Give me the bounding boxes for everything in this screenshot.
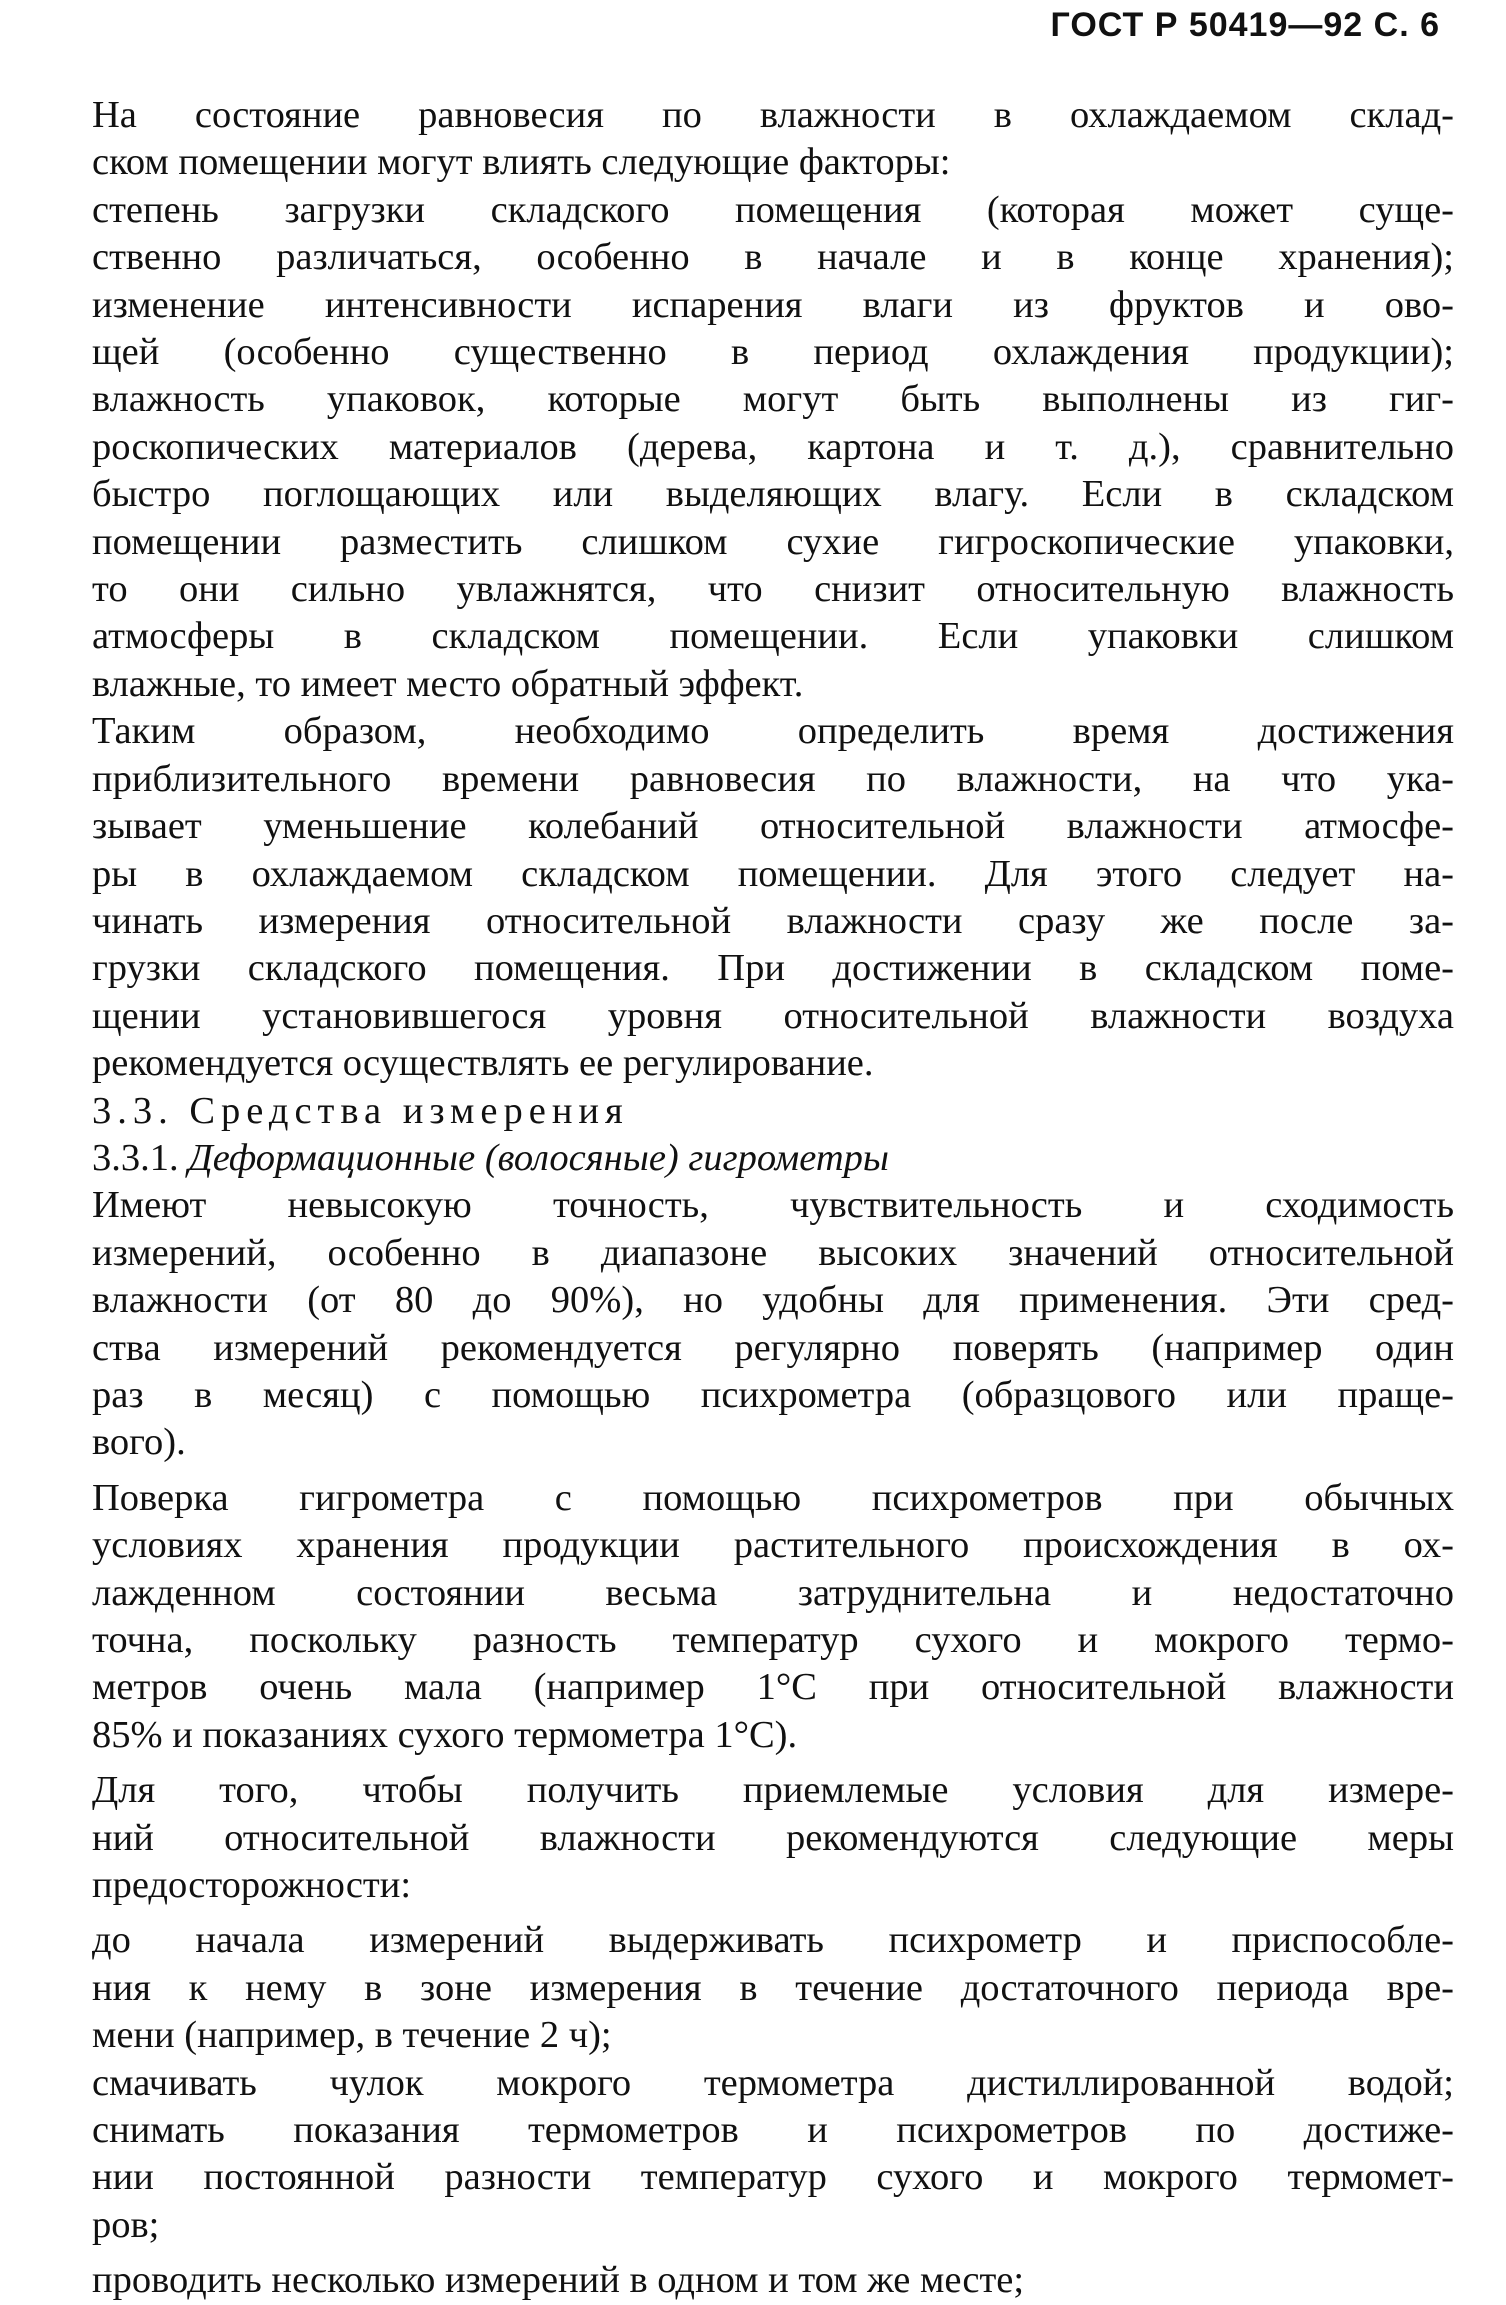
paragraph (92, 708, 1454, 1087)
text-line: зывает уменьшение колебаний относительной влажности атмосфе- (92, 805, 1454, 848)
text-line: грузки складского помещения. При достижении в складском поме- (92, 947, 1454, 990)
text-line: приблизительного времени равновесия по влажности, на что ука- (92, 757, 1454, 800)
document-body (92, 92, 1454, 2305)
section-heading: 3.3. Средства измерения (92, 1089, 629, 1132)
list-item (92, 1917, 1454, 2059)
text-line: раз в месяц) с помощью психрометра (образцового или праще- (92, 1373, 1454, 1416)
text-line: проводить несколько измерений в одном и том же месте; (92, 2259, 1025, 2302)
paragraph-gap (92, 1759, 1454, 1767)
text-line: чинать измерения относительной влажности сразу же после за- (92, 899, 1454, 942)
text-line: то они сильно увлажнятся, что снизит относительную влажность (92, 568, 1454, 611)
text-line: атмосферы в складском помещении. Если упаковки слишком (92, 615, 1454, 658)
text-line: нии постоянной разности температур сухого и мокрого термомет- (92, 2156, 1454, 2199)
text-line: ственно различаться, особенно в начале и в конце хранения); (92, 236, 1454, 279)
text-line: Для того, чтобы получить приемлемые условия для измере- (92, 1769, 1454, 1812)
subsection-number: 3.3.1. (92, 1136, 179, 1179)
subsection-title: Деформационные (волосяные) гигрометры (188, 1136, 889, 1179)
text-line: точна, поскольку разность температур сухого и мокрого термо- (92, 1619, 1454, 1661)
text-line: ства измерений рекомендуется регулярно поверять (например один (92, 1326, 1454, 1369)
text-line: На состояние равновесия по влажности в охлаждаемом склад- (92, 94, 1454, 136)
text-line: влажные, то имеет место обратный эффект. (92, 662, 804, 705)
list-item (92, 2107, 1454, 2249)
text-line: метров очень мала (например 1°С при относительной влажности (92, 1666, 1454, 1709)
list-item (92, 282, 1454, 377)
text-line: изменение интенсивности испарения влаги из фруктов и ово- (92, 283, 1454, 326)
page-header: ГОСТ Р 50419—92 С. 6 (1050, 6, 1440, 44)
text-line: ния к нему в зоне измерения в течение достаточного периода вре- (92, 1966, 1454, 2009)
text-line: измерений, особенно в диапазоне высоких значений относительной (92, 1231, 1454, 1274)
paragraph (92, 1475, 1454, 1759)
list-item (92, 376, 1454, 708)
text-line: предосторожности: (92, 1864, 412, 1907)
text-line: вого). (92, 1421, 186, 1464)
text-line: ров; (92, 2203, 160, 2246)
subsection-heading (92, 1135, 1454, 1182)
text-line: Имеют невысокую точность, чувствительность и сходимость (92, 1184, 1454, 1227)
text-line: мени (например, в течение 2 ч); (92, 2014, 612, 2057)
text-line: ний относительной влажности рекомендуются следующие меры (92, 1816, 1454, 1859)
text-line: рекомендуется осуществлять ее регулирование. (92, 1042, 874, 1085)
text-line: 85% и показаниях сухого термометра 1°С). (92, 1713, 798, 1756)
paragraph-gap (92, 2249, 1454, 2257)
text-line: лажденном состоянии весьма затруднительна и недостаточно (92, 1571, 1454, 1614)
text-line: помещении разместить слишком сухие гигроскопические упаковки, (92, 520, 1454, 563)
text-line: ском помещении могут влиять следующие факторы: (92, 141, 951, 184)
text-line: влажности (от 80 до 90%), но удобны для применения. Эти сред- (92, 1279, 1454, 1322)
text-line: щении установившегося уровня относительной влажности воздуха (92, 994, 1454, 1037)
list-item (92, 187, 1454, 282)
paragraph (92, 92, 1454, 187)
list-item (92, 2060, 1454, 2107)
paragraph (92, 1182, 1454, 1466)
text-line: влажность упаковок, которые могут быть выполнены из гиг- (92, 378, 1454, 421)
text-line: до начала измерений выдерживать психрометр и приспособле- (92, 1919, 1454, 1962)
list-item (92, 2257, 1454, 2304)
text-line: Таким образом, необходимо определить время достижения (92, 710, 1454, 753)
paragraph-gap (92, 1909, 1454, 1917)
text-line: Поверка гигрометра с помощью психрометров при обычных (92, 1476, 1454, 1519)
paragraph-gap (92, 1467, 1454, 1475)
paragraph (92, 1767, 1454, 1909)
text-line: щей (особенно существенно в период охлаждения продукции); (92, 331, 1454, 374)
text-line: снимать показания термометров и психрометров по достиже- (92, 2109, 1454, 2152)
text-line: роскопических материалов (дерева, картона и т. д.), сравнительно (92, 425, 1454, 468)
text-line: смачивать чулок мокрого термометра дистиллированной водой; (92, 2061, 1454, 2104)
text-line: ры в охлаждаемом складском помещении. Для этого следует на- (92, 852, 1454, 895)
text-line: условиях хранения продукции растительного происхождения в ох- (92, 1524, 1454, 1567)
text-line: степень загрузки складского помещения (которая может суще- (92, 188, 1454, 231)
text-line: быстро поглощающих или выделяющих влагу. Если в складском (92, 473, 1454, 516)
